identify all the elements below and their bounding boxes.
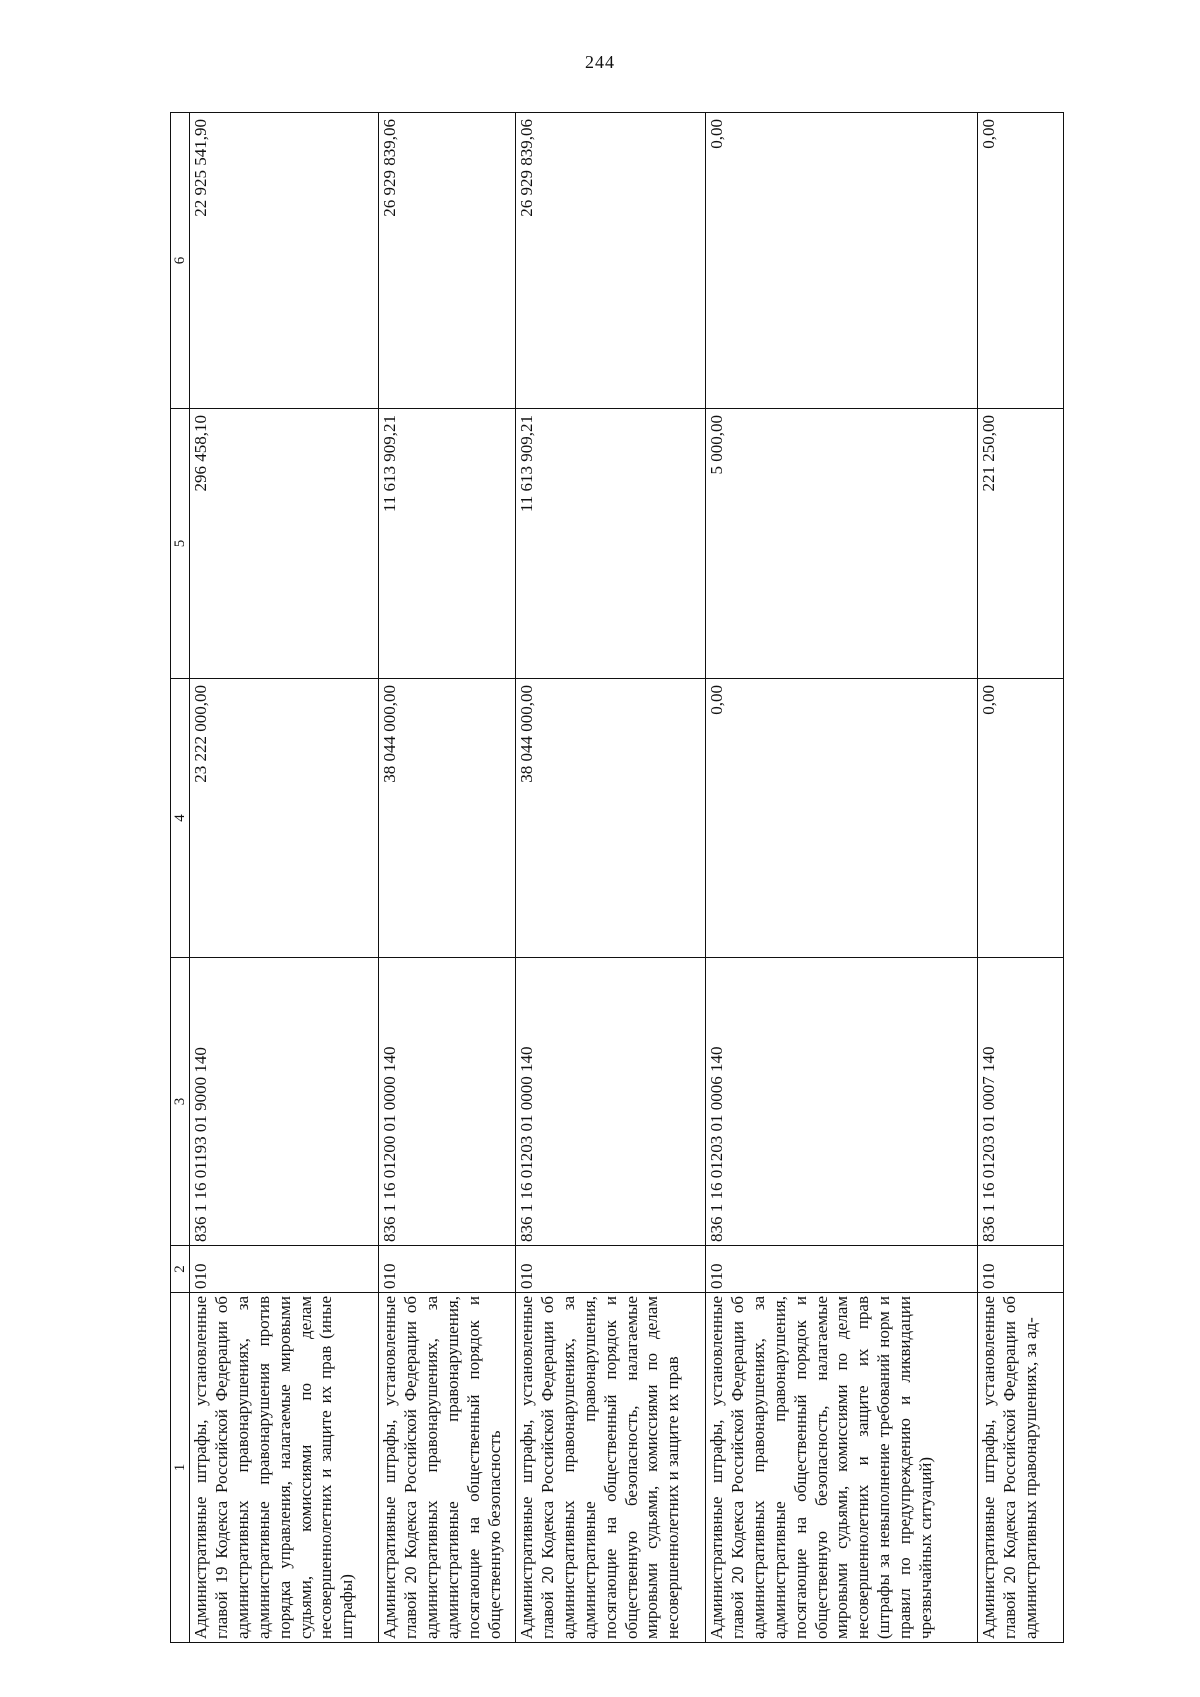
row-remaining-amount: 26 929 839,06	[516, 113, 706, 409]
column-number-row	[171, 113, 190, 1643]
row-description: Административные штрафы, установленные главой 20 Кодекса Российской Федерации об административных правонарушениях, за административные правонарушения, посягающие на общественный порядок и общественную безопасность, налагаемые мировыми судьями, комиссиями по делам несовершеннолетних и защите их прав (штрафы за невыполнение требований норм и правил по предупреждению и ликвидации чрезвычайных ситуаций)	[706, 1293, 978, 1643]
row-approved-amount: 38 044 000,00	[379, 679, 516, 958]
row-approved-amount: 23 222 000,00	[190, 679, 379, 958]
row-description: Административные штрафы, установленные главой 20 Кодекса Российской Федерации об административных правонарушениях, за административные правонарушения, посягающие на общественный порядок и общественную безопасность, налагаемые мировыми судьями, комиссиями по делам несовершеннолетних и защите их прав	[516, 1293, 706, 1643]
row-budget-code: 836 1 16 01203 01 0000 140	[516, 958, 706, 1246]
row-approved-amount: 38 044 000,00	[516, 679, 706, 958]
row-executed-amount: 5 000,00	[706, 409, 978, 679]
row-budget-code: 836 1 16 01193 01 9000 140	[190, 958, 379, 1246]
row-executed-amount: 296 458,10	[190, 409, 379, 679]
row-executed-amount: 11 613 909,21	[379, 409, 516, 679]
table-row	[379, 113, 516, 1643]
row-code: 010	[978, 1246, 1064, 1293]
table-row	[190, 113, 379, 1643]
revenue-table	[170, 112, 1064, 1643]
column-header: 2	[171, 1246, 190, 1293]
row-remaining-amount: 26 929 839,06	[379, 113, 516, 409]
row-executed-amount: 11 613 909,21	[516, 409, 706, 679]
row-description: Административные штрафы, установленные главой 19 Кодекса Российской Федерации об административных правонарушениях, за административные правонарушения против порядка управления, налагаемые мировыми судьями, комиссиями по делам несовершеннолетних и защите их прав (иные штрафы)	[190, 1293, 379, 1643]
row-budget-code: 836 1 16 01203 01 0007 140	[978, 958, 1064, 1246]
column-header: 4	[171, 679, 190, 958]
row-approved-amount: 0,00	[978, 679, 1064, 958]
column-header: 3	[171, 958, 190, 1246]
row-code: 010	[379, 1246, 516, 1293]
row-code: 010	[190, 1246, 379, 1293]
table-row	[978, 113, 1064, 1643]
row-code: 010	[516, 1246, 706, 1293]
row-description: Административные штрафы, установленные главой 20 Кодекса Российской Федерации об административных правонарушениях, за ад-	[978, 1293, 1064, 1643]
row-code: 010	[706, 1246, 978, 1293]
column-header: 6	[171, 113, 190, 409]
table-row	[706, 113, 978, 1643]
row-remaining-amount: 0,00	[706, 113, 978, 409]
row-budget-code: 836 1 16 01203 01 0006 140	[706, 958, 978, 1246]
column-header: 5	[171, 409, 190, 679]
row-approved-amount: 0,00	[706, 679, 978, 958]
table-row	[516, 113, 706, 1643]
rotated-table-container	[170, 113, 1064, 1643]
row-remaining-amount: 0,00	[978, 113, 1064, 409]
row-executed-amount: 221 250,00	[978, 409, 1064, 679]
row-description: Административные штрафы, установленные главой 20 Кодекса Российской Федерации об административных правонарушениях, за административные правонарушения, посягающие на общественный порядок и общественную безопасность	[379, 1293, 516, 1643]
row-budget-code: 836 1 16 01200 01 0000 140	[379, 958, 516, 1246]
page-number: 244	[585, 52, 615, 72]
row-remaining-amount: 22 925 541,90	[190, 113, 379, 409]
column-header: 1	[171, 1293, 190, 1643]
